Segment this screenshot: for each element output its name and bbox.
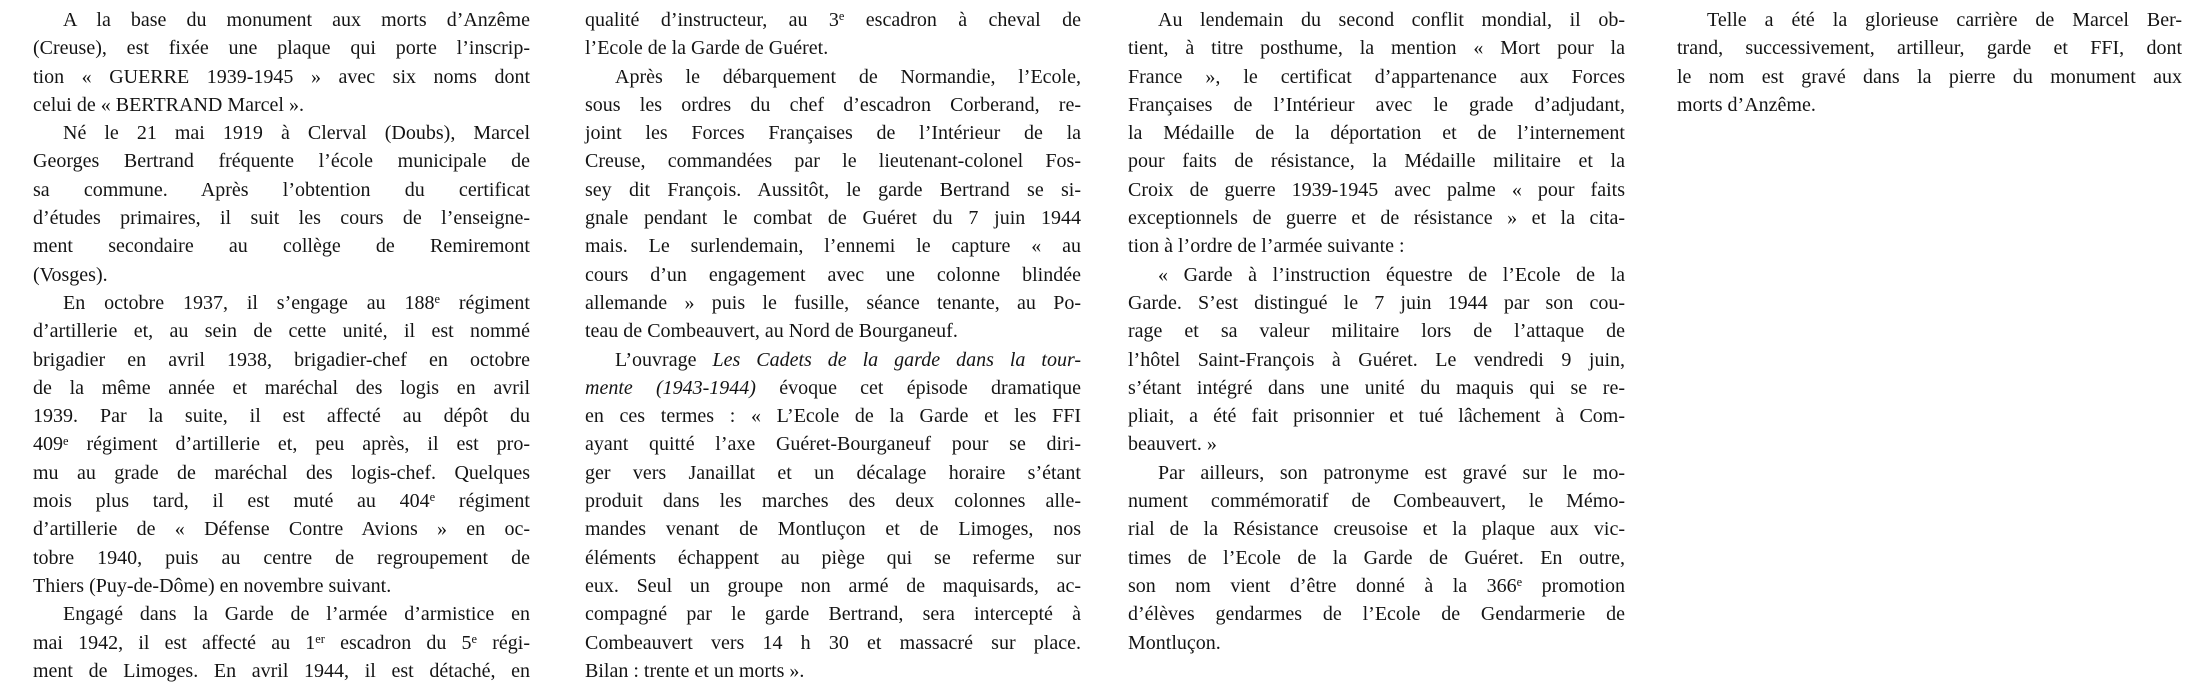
text-line: Georges Bertrand fréquente l’école municipale de <box>33 150 530 173</box>
text-line: « Garde à l’instruction équestre de l’Ecole de la <box>1158 263 1625 286</box>
text-line: tient, à titre posthume, la mention « Mort pour la <box>1128 37 1625 60</box>
text-line: nument commémoratif de Combeauvert, le Mémo- <box>1128 490 1625 513</box>
text-line: d’études primaires, il suit les cours de l’enseigne- <box>33 207 530 230</box>
text-line: qualité d’instructeur, au 3e escadron à cheval de <box>585 9 1082 31</box>
text-line: Croix de guerre 1939-1945 avec palme « pour faits <box>1128 178 1625 201</box>
text-line: ayant quitté l’axe Guéret-Bourganeuf pour se diri- <box>585 433 1081 456</box>
text-line: mais. Le surlendemain, l’ennemi le capture « au <box>585 235 1081 258</box>
text-column-3 <box>1128 6 1625 657</box>
text-line: produit dans les marches des deux colonnes alle- <box>585 490 1081 513</box>
text-line: mois plus tard, il est muté au 404e régiment <box>33 490 530 513</box>
text-line: son nom vient d’être donné à la 366e promotion <box>1128 574 1625 597</box>
text-line: celui de « BERTRAND Marcel ». <box>33 93 304 116</box>
text-line: d’élèves gendarmes de l’Ecole de Gendarmerie de <box>1128 603 1625 626</box>
text-line: s’étant intégré dans une unité du maquis qui se re- <box>1128 376 1625 399</box>
text-column-1 <box>33 6 530 685</box>
text-line: mente (1943-1944) évoque cet épisode dramatique <box>585 376 1082 399</box>
text-line: Françaises de l’Intérieur avec le grade d’adjudant, <box>1128 93 1625 116</box>
text-line: Montluçon. <box>1128 631 1221 654</box>
text-line: tobre 1940, puis au centre de regroupement de <box>33 546 530 569</box>
text-line: times de l’Ecole de la Garde de Guéret. En outre, <box>1128 546 1625 569</box>
text-line: Garde. S’est distingué le 7 juin 1944 par son cou- <box>1128 291 1625 314</box>
text-line: mu au grade de maréchal des logis-chef. Quelques <box>33 461 530 484</box>
text-line: mandes venant de Montluçon et de Limoges, nos <box>585 518 1081 541</box>
text-line: mai 1942, il est affecté au 1er escadron du 5e régi- <box>33 631 530 654</box>
text-line: tion à l’ordre de l’armée suivante : <box>1128 235 1405 258</box>
text-line: Telle a été la glorieuse carrière de Marcel Ber- <box>1707 9 2182 31</box>
text-line: l’Ecole de la Garde de Guéret. <box>585 37 829 60</box>
text-line: Thiers (Puy-de-Dôme) en novembre suivant. <box>33 574 392 597</box>
text-line: tion « GUERRE 1939-1945 » avec six noms dont <box>33 65 530 88</box>
text-line: (Vosges). <box>33 263 108 286</box>
text-line: sey dit François. Aussitôt, le garde Bertrand se si- <box>585 178 1081 201</box>
text-line: L’ouvrage Les Cadets de la garde dans la tour- <box>615 348 1081 371</box>
text-line: Combeauvert vers 14 h 30 et massacré sur place. <box>585 631 1081 654</box>
text-line: sous les ordres du chef d’escadron Corberand, re- <box>585 93 1081 116</box>
text-line: teau de Combeauvert, au Nord de Bourganeuf. <box>585 320 958 343</box>
text-line: Après le débarquement de Normandie, l’Ecole, <box>615 65 1081 88</box>
text-line: brigadier en avril 1938, brigadier-chef en octobre <box>33 348 530 371</box>
text-line: beauvert. » <box>1128 433 1217 456</box>
text-line: Bilan : trente et un morts ». <box>585 659 805 682</box>
text-line: Creuse, commandées par le lieutenant-colonel Fos- <box>585 150 1081 173</box>
text-line: ment de Limoges. En avril 1944, il est détaché, en <box>33 659 530 682</box>
text-line: Au lendemain du second conflit mondial, il ob- <box>1158 9 1625 31</box>
text-line: trand, successivement, artilleur, garde et FFI, dont <box>1677 37 2182 60</box>
text-line: Né le 21 mai 1919 à Clerval (Doubs), Marcel <box>63 122 530 145</box>
text-line: d’artillerie et, au sein de cette unité, il est nommé <box>33 320 530 343</box>
text-line: la Médaille de la déportation et de l’internement <box>1128 122 1625 145</box>
text-line: Engagé dans la Garde de l’armée d’armistice en <box>63 603 530 626</box>
text-line: (Creuse), est fixée une plaque qui porte l’inscrip- <box>33 37 530 60</box>
text-line: eux. Seul un groupe non armé de maquisards, ac- <box>585 574 1081 597</box>
text-line: sa commune. Après l’obtention du certificat <box>33 178 530 201</box>
text-line: de la même année et maréchal des logis en avril <box>33 376 530 399</box>
text-line: ger vers Janaillat et un décalage horaire s’étant <box>585 461 1081 484</box>
text-line: d’artillerie de « Défense Contre Avions » en oc- <box>33 518 530 541</box>
text-line: l’hôtel Saint-François à Guéret. Le vendredi 9 juin, <box>1128 348 1625 371</box>
text-line: le nom est gravé dans la pierre du monument aux <box>1677 65 2182 88</box>
text-line: compagné par le garde Bertrand, sera intercepté à <box>585 603 1081 626</box>
text-line: En octobre 1937, il s’engage au 188e régiment <box>63 291 530 314</box>
text-line: rage et sa valeur militaire lors de l’attaque de <box>1128 320 1625 343</box>
text-line: Par ailleurs, son patronyme est gravé sur le mo- <box>1158 461 1625 484</box>
text-line: morts d’Anzême. <box>1677 93 1816 116</box>
text-line: pour faits de résistance, la Médaille militaire et la <box>1128 150 1625 173</box>
text-line: cours d’un engagement avec une colonne blindée <box>585 263 1081 286</box>
text-line: joint les Forces Françaises de l’Intérieur de la <box>585 122 1081 145</box>
text-line: 1939. Par la suite, il est affecté au dépôt du <box>33 405 530 428</box>
text-line: en ces termes : « L’Ecole de la Garde et les FFI <box>585 405 1081 428</box>
text-column-4 <box>1677 6 2182 119</box>
text-line: exceptionnels de guerre et de résistance » et la cita- <box>1128 207 1625 230</box>
text-line: allemande » puis le fusille, séance tenante, au Po- <box>585 291 1081 314</box>
text-line: éléments échappent au piège qui se referme sur <box>585 546 1081 569</box>
text-line: pliait, a été fait prisonnier et tué lâchement à Com- <box>1128 405 1625 428</box>
text-column-2 <box>585 6 1081 685</box>
text-line: 409e régiment d’artillerie et, peu après, il est pro- <box>33 433 530 456</box>
text-line: ment secondaire au collège de Remiremont <box>33 235 530 258</box>
text-line: gnale pendant le combat de Guéret du 7 juin 1944 <box>585 207 1081 230</box>
text-line: A la base du monument aux morts d’Anzême <box>63 9 530 31</box>
text-line: France », le certificat d’appartenance aux Forces <box>1128 65 1625 88</box>
text-line: rial de la Résistance creusoise et la plaque aux vic- <box>1128 518 1625 541</box>
